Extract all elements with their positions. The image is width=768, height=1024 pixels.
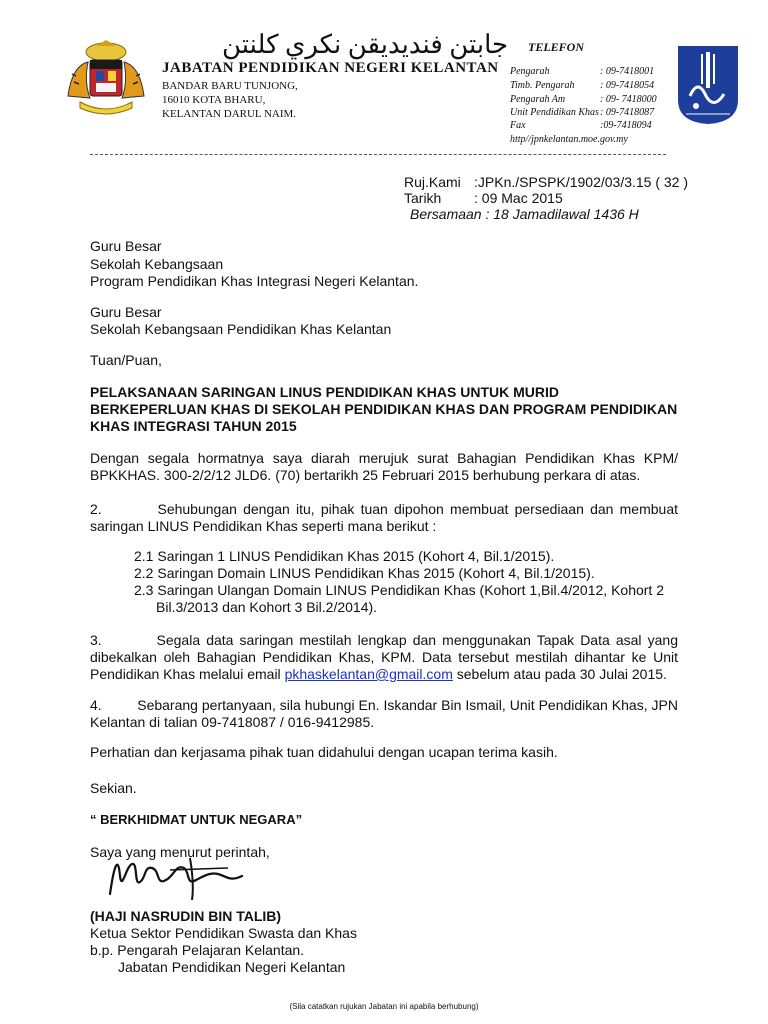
department-name: JABATAN PENDIDIKAN NEGERI KELANTAN xyxy=(162,60,499,76)
recipient-line: Sekolah Kebangsaan xyxy=(90,256,224,272)
telefon-value: :09-7418094 xyxy=(600,120,652,131)
by-order-line: Saya yang menurut perintah, xyxy=(90,844,270,860)
paragraph-3-text-end: sebelum atau pada 30 Julai 2015. xyxy=(452,666,667,682)
list-item: Bil.3/2013 dan Kohort 3 Bil.2/2014). xyxy=(156,599,378,615)
department-name-jawi: جابتن فنديديقن نكري كلنتن xyxy=(222,30,509,59)
paragraph-3-text: 3. Segala data saringan mestilah lengkap dan menggunakan Tapak Data asal yang dibekalkan oleh Bahagian Pendidikan Khas, KPM. Data tersebut mestilah dihantar ke Unit Pendidikan Khas melalui email xyxy=(90,632,678,682)
telefon-label: Fax xyxy=(510,120,526,131)
telefon-value: : 09-7418087 xyxy=(600,107,655,118)
telefon-value: : 09-7418054 xyxy=(600,80,655,91)
telefon-label: Timb. Pengarah xyxy=(510,80,575,91)
date-label: Tarikh xyxy=(404,190,442,206)
signatory-bp: b.p. Pengarah Pelajaran Kelantan. xyxy=(90,942,305,958)
address-line: KELANTAN DARUL NAIM. xyxy=(162,108,297,120)
telefon-heading: TELEFON xyxy=(528,40,585,54)
recipient-line: Program Pendidikan Khas Integrasi Negeri Kelantan. xyxy=(90,273,419,289)
header-divider xyxy=(90,154,666,155)
recipient-line: Sekolah Kebangsaan Pendidikan Khas Kelantan xyxy=(90,321,392,337)
list-item: 2.3 Saringan Ulangan Domain LINUS Pendidikan Khas (Kohort 1,Bil.4/2012, Kohort 2 xyxy=(134,582,664,598)
paragraph-4: 4. Sebarang pertanyaan, sila hubungi En. Iskandar Bin Ismail, Unit Pendidikan Khas, JPN Kelantan di talian 09-7418087 / 016-9412985. xyxy=(90,697,678,730)
email-link[interactable]: pkhaskelantan@gmail.com xyxy=(284,666,453,682)
recipient-line: Guru Besar xyxy=(90,238,162,254)
telefon-label: Pengarah Am xyxy=(510,94,566,105)
list-item: 2.2 Saringan Domain LINUS Pendidikan Khas 2015 (Kohort 4, Bil.1/2015). xyxy=(134,565,595,581)
telefon-label: Unit Pendidikan Khas xyxy=(510,107,599,118)
reference-value: :JPKn./SPSPK/1902/03/3.15 ( 32 ) xyxy=(474,174,689,190)
paragraph-1: Dengan segala hormatnya saya diarah merujuk surat Bahagian Pendidikan Khas KPM/ BPKKHAS. 300-2/2/12 JLD6. (70) bertarikh 25 Februari 2015 berhubung perkara di atas. xyxy=(90,450,678,483)
address-line: BANDAR BARU TUNJONG, xyxy=(162,80,298,92)
telefon-row xyxy=(510,94,657,105)
telefon-row xyxy=(510,107,654,118)
reference-number xyxy=(404,174,688,190)
handwritten-signature-icon xyxy=(100,846,260,906)
salutation: Tuan/Puan, xyxy=(90,352,162,368)
signatory-name: (HAJI NASRUDIN BIN TALIB) xyxy=(90,908,282,924)
telefon-row xyxy=(510,80,654,91)
telefon-row xyxy=(510,120,652,131)
telefon-value: : 09-7418001 xyxy=(600,66,655,77)
website-link[interactable]: http//jpnkelantan.moe.gov.my xyxy=(510,134,628,145)
list-item: 2.1 Saringan 1 LINUS Pendidikan Khas 2015 (Kohort 4, Bil.1/2015). xyxy=(134,548,555,564)
paragraph-3 xyxy=(90,632,678,683)
hijri-date: Bersamaan : 18 Jamadilawal 1436 H xyxy=(410,206,639,222)
telefon-row xyxy=(510,66,654,77)
letter-subject: PELAKSANAAN SARINGAN LINUS PENDIDIKAN KHAS UNTUK MURID BERKEPERLUAN KHAS DI SEKOLAH PENDIDIKAN KHAS DAN PROGRAM PENDIDIKAN KHAS INTEGRASI TAHUN 2015 xyxy=(90,384,678,434)
signatory-title: Ketua Sektor Pendidikan Swasta dan Khas xyxy=(90,925,357,941)
recipient-line: Guru Besar xyxy=(90,304,162,320)
signatory-department: Jabatan Pendidikan Negeri Kelantan xyxy=(118,959,346,975)
date-value: : 09 Mac 2015 xyxy=(474,190,563,206)
jpn-kelantan-logo-icon xyxy=(672,44,744,126)
motto: “ BERKHIDMAT UNTUK NEGARA” xyxy=(90,812,303,827)
paragraph-2: 2. Sehubungan dengan itu, pihak tuan dipohon membuat persediaan dan membuat saringan LINUS Pendidikan Khas seperti mana berikut : xyxy=(90,501,678,534)
closing: Sekian. xyxy=(90,780,137,796)
letter-date xyxy=(404,190,563,206)
telefon-label: Pengarah xyxy=(510,66,550,77)
closing-thanks: Perhatian dan kerjasama pihak tuan didahului dengan ucapan terima kasih. xyxy=(90,744,558,760)
telefon-value: : 09- 7418000 xyxy=(600,94,657,105)
reference-label: Ruj.Kami xyxy=(404,174,461,190)
malaysia-coat-of-arms-icon xyxy=(62,38,150,118)
footer-note: (Sila catatkan rujukan Jabatan ini apabila berhubung) xyxy=(289,1002,479,1011)
address-line: 16010 KOTA BHARU, xyxy=(162,94,266,106)
